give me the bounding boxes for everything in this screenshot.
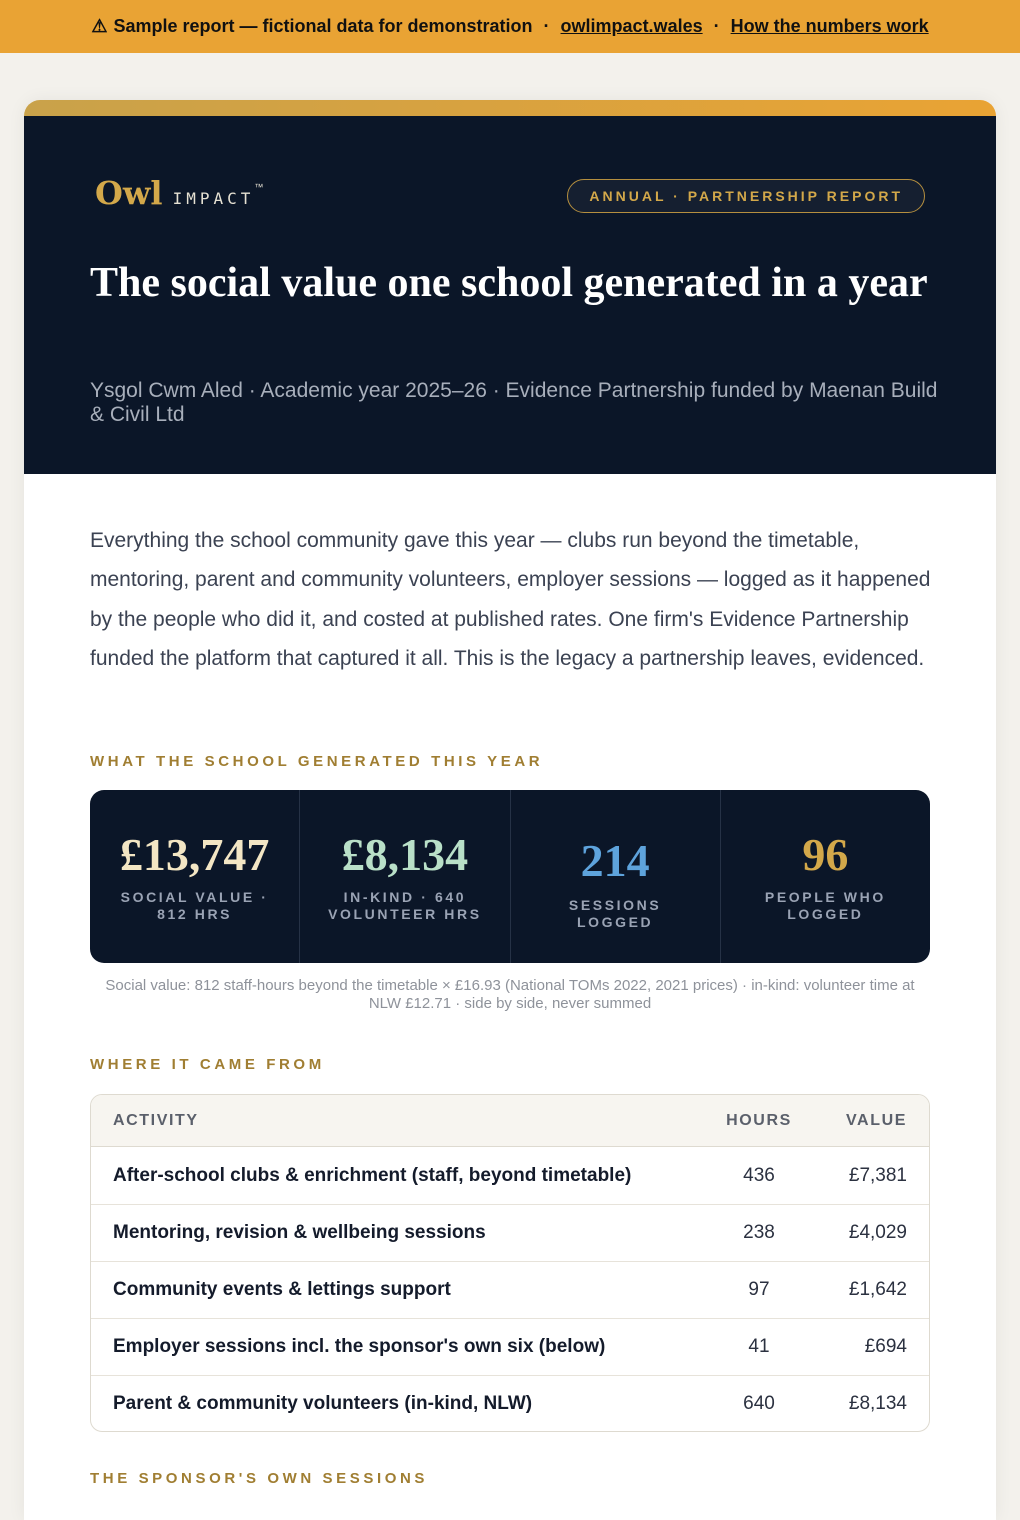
demo-banner xyxy=(0,0,1020,53)
hours-cell: 238 xyxy=(743,1222,775,1243)
table-header-row xyxy=(91,1095,929,1147)
stats-panel xyxy=(90,790,930,963)
stats-footnote: Social value: 812 staff-hours beyond the timetable × £16.93 (National TOMs 2022, 2021 prices) · in-kind: volunteer time at NLW £12.71 · side by side, never summed xyxy=(105,977,915,1012)
sponsor-heading: THE SPONSOR'S OWN SESSIONS xyxy=(90,1470,429,1487)
activity-table xyxy=(90,1094,930,1432)
table-row xyxy=(91,1261,929,1318)
owl-impact-logo xyxy=(95,174,263,212)
stat-value: £13,747 xyxy=(119,829,270,880)
stat-sessions xyxy=(511,790,721,963)
table-row xyxy=(91,1375,929,1432)
value-cell: £4,029 xyxy=(848,1222,907,1243)
banner-text: Sample report — fictional data for demonstration xyxy=(113,16,533,36)
activity-cell: Community events & lettings support xyxy=(113,1279,451,1300)
method-link[interactable]: How the numbers work xyxy=(730,16,929,36)
stat-in-kind xyxy=(300,790,510,963)
sources-heading: WHERE IT CAME FROM xyxy=(90,1056,325,1073)
logo-impact: IMPACT xyxy=(172,189,255,208)
table-row xyxy=(91,1204,929,1261)
report-card xyxy=(24,100,996,1520)
value-cell: £1,642 xyxy=(848,1279,907,1300)
site-link[interactable]: owlimpact.wales xyxy=(560,16,703,36)
stat-label: IN-KIND · 640 VOLUNTEER HRS xyxy=(328,889,482,922)
logo-word: Owl xyxy=(95,174,163,212)
stat-value: £8,134 xyxy=(341,829,469,880)
column-header-activity: ACTIVITY xyxy=(113,1111,199,1129)
banner-separator: · xyxy=(713,16,720,36)
page-title: The social value one school generated in a year xyxy=(90,260,928,306)
generated-heading: WHAT THE SCHOOL GENERATED THIS YEAR xyxy=(90,753,544,770)
activity-cell: Parent & community volunteers (in-kind, NLW) xyxy=(113,1393,533,1414)
report-header xyxy=(24,116,996,474)
value-cell: £7,381 xyxy=(848,1164,907,1186)
stat-social-value xyxy=(90,790,300,963)
stat-value: 214 xyxy=(580,835,650,886)
hours-cell: 436 xyxy=(743,1164,775,1186)
stat-label: SOCIAL VALUE · 812 HRS xyxy=(120,889,269,922)
activity-cell: After-school clubs & enrichment (staff, beyond timetable) xyxy=(113,1164,632,1186)
banner-separator: · xyxy=(543,16,550,36)
table-row xyxy=(91,1318,929,1375)
hours-cell: 41 xyxy=(748,1336,770,1357)
stat-label: PEOPLE WHO LOGGED xyxy=(764,889,886,922)
warning-icon: ⚠ xyxy=(91,16,108,36)
page-subtitle: Ysgol Cwm Aled · Academic year 2025–26 · Evidence Partnership funded by Maenan Build & Civil Ltd xyxy=(90,379,938,426)
hours-cell: 640 xyxy=(743,1393,775,1414)
hours-cell: 97 xyxy=(748,1279,770,1300)
column-header-hours: HOURS xyxy=(726,1111,792,1129)
stat-people xyxy=(721,790,930,963)
activity-cell: Employer sessions incl. the sponsor's own six (below) xyxy=(113,1336,606,1357)
logo-trademark: ™ xyxy=(254,182,264,192)
activity-cell: Mentoring, revision & wellbeing sessions xyxy=(113,1222,486,1243)
intro-paragraph: Everything the school community gave this year — clubs run beyond the timetable, mentoring, parent and community volunteers, employer sessions — logged as it happened by the people who did it, and costed at published rates. One firm's Evidence Partnership funded the platform that captured it all. This is the legacy a partnership leaves, evidenced. xyxy=(90,529,931,670)
stat-value: 96 xyxy=(802,829,849,880)
accent-bar xyxy=(24,100,996,116)
value-cell: £8,134 xyxy=(848,1393,907,1414)
table-row xyxy=(91,1147,929,1204)
column-header-value: VALUE xyxy=(845,1111,907,1129)
stat-label: SESSIONS LOGGED xyxy=(568,897,662,930)
report-type-badge: ANNUAL · PARTNERSHIP REPORT xyxy=(567,179,925,213)
value-cell: £694 xyxy=(864,1336,907,1357)
